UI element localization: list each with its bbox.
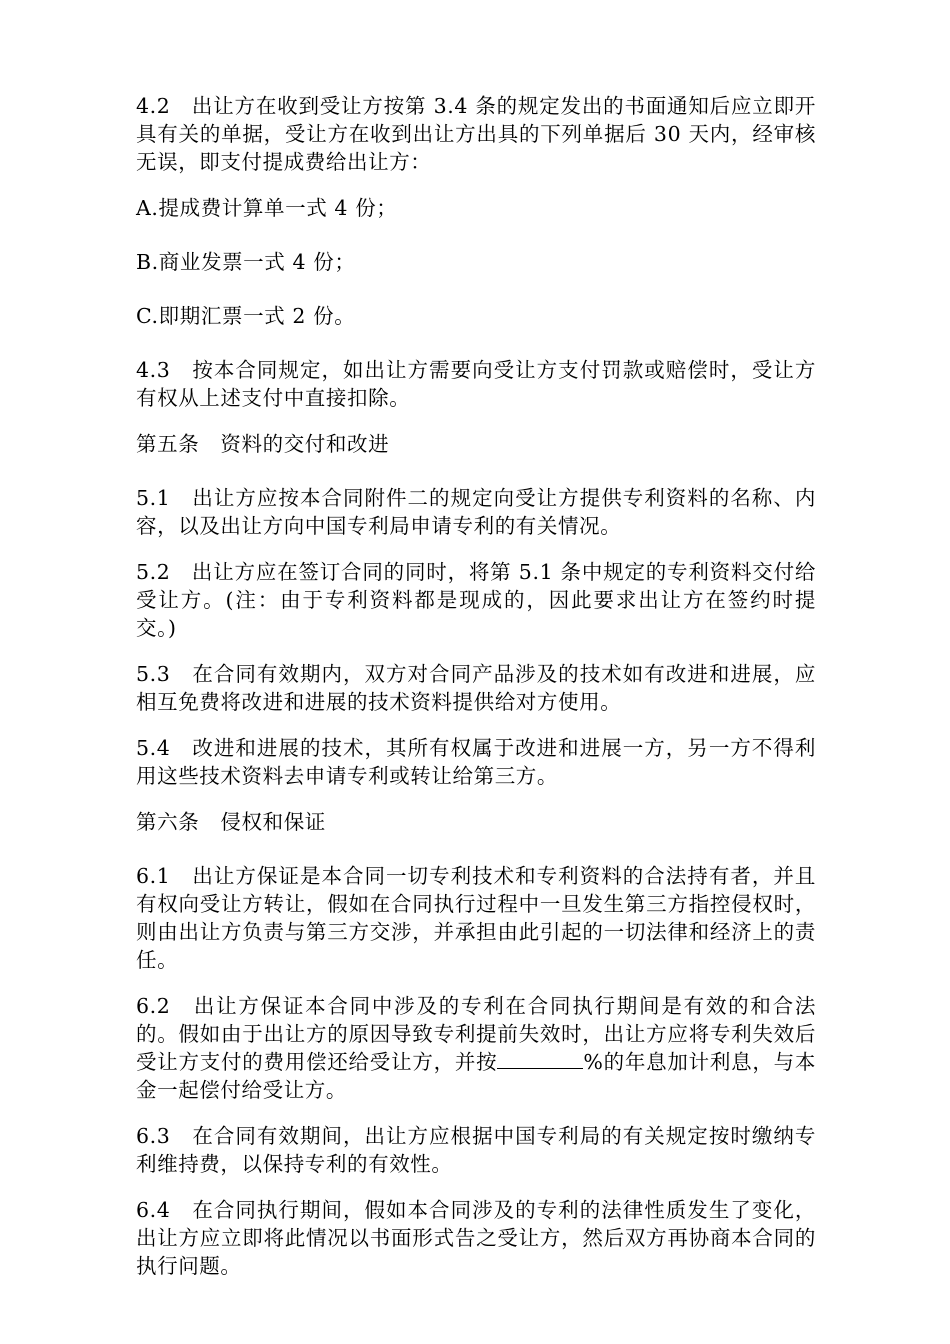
article-6-heading: 第六条 侵权和保证 bbox=[136, 810, 326, 834]
clause-5-2: 5.2 出让方应在签订合同的同时，将第 5.1 条中规定的专利资料交付给受让方。(注：由于专利资料都是现成的，因此要求出让方在签约时提交。) bbox=[136, 560, 816, 640]
clause-4-2-item-b: B.商业发票一式 4 份； bbox=[136, 250, 356, 274]
clause-6-4: 6.4 在合同执行期间，假如本合同涉及的专利的法律性质发生了变化，出让方应立即将此情况以书面形式告之受让方，然后双方再协商本合同的执行问题。 bbox=[136, 1198, 816, 1278]
clause-4-2-item-a: A.提成费计算单一式 4 份； bbox=[136, 196, 398, 220]
clause-5-4: 5.4 改进和进展的技术，其所有权属于改进和进展一方，另一方不得利用这些技术资料去申请专利或转让给第三方。 bbox=[136, 736, 816, 788]
clause-5-1: 5.1 出让方应按本合同附件二的规定向受让方提供专利资料的名称、内容，以及出让方向中国专利局申请专利的有关情况。 bbox=[136, 486, 816, 538]
clause-6-1: 6.1 出让方保证是本合同一切专利技术和专利资料的合法持有者，并且有权向受让方转让，假如在合同执行过程中一旦发生第三方指控侵权时，则由出让方负责与第三方交涉，并承担由此引起的一切法律和经济上的责任。 bbox=[136, 864, 816, 972]
document-body bbox=[136, 92, 816, 1298]
clause-6-3: 6.3 在合同有效期间，出让方应根据中国专利局的有关规定按时缴纳专利维持费，以保持专利的有效性。 bbox=[136, 1124, 816, 1176]
clause-6-2-text-after: %的年息加计利息，与本金一起偿付给受让方。 bbox=[136, 1050, 816, 1102]
clause-4-3: 4.3 按本合同规定，如出让方需要向受让方支付罚款或赔偿时，受让方有权从上述支付中直接扣除。 bbox=[136, 358, 816, 410]
article-5-heading: 第五条 资料的交付和改进 bbox=[136, 432, 390, 456]
clause-4-2: 4.2 出让方在收到受让方按第 3.4 条的规定发出的书面通知后应立即开具有关的单据，受让方在收到出让方出具的下列单据后 30 天内，经审核无误，即支付提成费给出让方： bbox=[136, 94, 816, 174]
clause-6-2-text-before: 6.2 出让方保证本合同中涉及的专利在合同执行期间是有效的和合法的。假如由于出让方的原因导致专利提前失效时，出让方应将专利失效后受让方支付的费用偿还给受让方，并按 bbox=[136, 994, 816, 1074]
interest-rate-blank bbox=[497, 1050, 583, 1069]
clause-5-3: 5.3 在合同有效期内，双方对合同产品涉及的技术如有改进和进展，应相互免费将改进和进展的技术资料提供给对方使用。 bbox=[136, 662, 816, 714]
clause-6-2 bbox=[136, 992, 816, 1104]
clause-4-2-item-c: C.即期汇票一式 2 份。 bbox=[136, 304, 356, 328]
